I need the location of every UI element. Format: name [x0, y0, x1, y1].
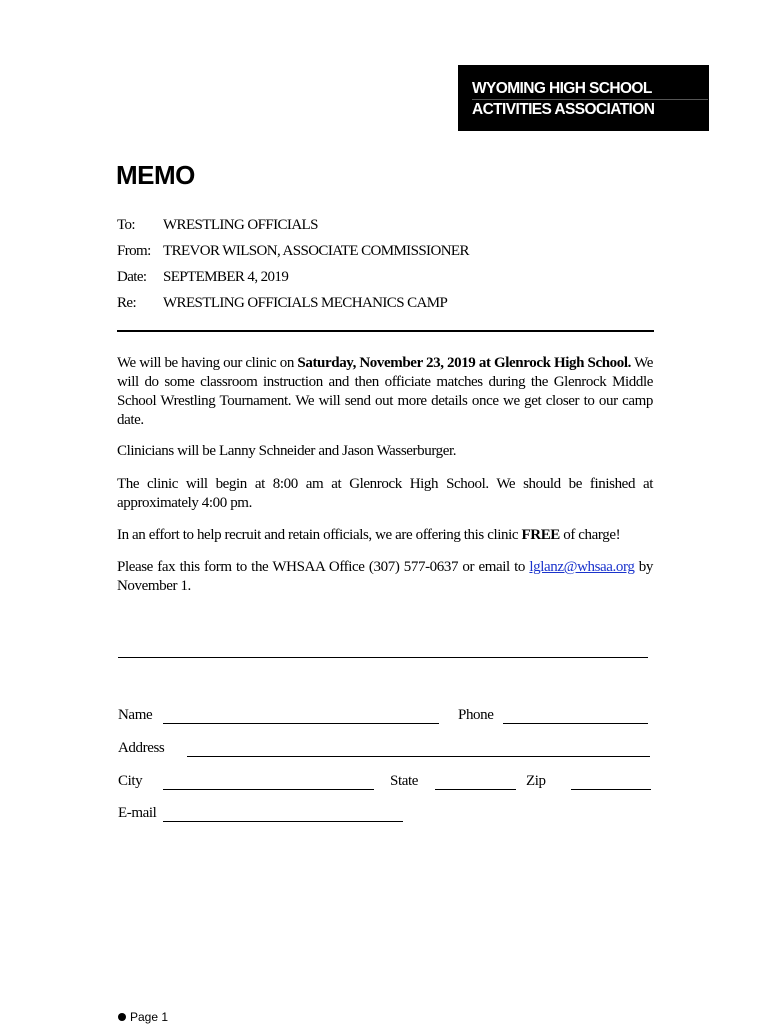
page-footer [118, 1010, 168, 1024]
p3-text: The clinic will begin at 8:00 am at Glenrock High School. We should be finished at approximately 4:00 pm. [117, 476, 653, 511]
address-input-line[interactable] [187, 756, 650, 757]
paragraph-clinicians: Clinicians will be Lanny Schneider and Jason Wasserburger. [117, 443, 457, 459]
form-divider [118, 657, 648, 658]
date-label: Date: [117, 269, 147, 285]
org-name-line1: WYOMING HIGH SCHOOL [472, 80, 652, 97]
address-label: Address [118, 740, 165, 756]
phone-label: Phone [458, 707, 494, 723]
organization-banner [458, 65, 709, 131]
to-label: To: [117, 217, 135, 233]
state-input-line[interactable] [435, 789, 516, 790]
name-input-line[interactable] [163, 723, 439, 724]
email-link[interactable]: lglanz@whsaa.org [529, 559, 635, 575]
page-number: Page 1 [130, 1010, 169, 1024]
free-emphasis: FREE [521, 527, 560, 543]
to-value: WRESTLING OFFICIALS [163, 217, 318, 233]
p4-text-end: of charge! [559, 527, 621, 543]
phone-input-line[interactable] [503, 723, 648, 724]
paragraph-schedule [117, 475, 653, 513]
org-name-line2: ACTIVITIES ASSOCIATION [472, 101, 655, 118]
zip-input-line[interactable] [571, 789, 651, 790]
p4-text-start: In an effort to help recruit and retain officials, we are offering this clinic [117, 527, 522, 543]
p5-text-start: Please fax this form to the WHSAA Office (307) 577-0637 or email to [117, 559, 530, 575]
p1-text-start: We will be having our clinic on [117, 355, 298, 371]
bullet-icon [118, 1013, 126, 1021]
state-label: State [390, 773, 418, 789]
email-label: E-mail [118, 805, 157, 821]
paragraph-clinic-details [117, 354, 653, 430]
p1-text-end: We will do some classroom instruction and then officiate matches during the Glenrock Middle School Wrestling Tournament. We will send out more details once we get closer to our camp date. [117, 355, 653, 428]
p5-text-end: by November 1. [117, 559, 653, 594]
name-label: Name [118, 707, 153, 723]
email-input-line[interactable] [163, 821, 403, 822]
zip-label: Zip [526, 773, 546, 789]
clinic-date-location: Saturday, November 23, 2019 at Glenrock High School. [297, 355, 631, 371]
date-value: SEPTEMBER 4, 2019 [163, 269, 289, 285]
memo-title: MEMO [116, 160, 195, 190]
city-input-line[interactable] [163, 789, 374, 790]
from-value: TREVOR WILSON, ASSOCIATE COMMISSIONER [163, 243, 469, 259]
city-label: City [118, 773, 143, 789]
header-divider [117, 330, 654, 332]
from-label: From: [117, 243, 151, 259]
re-label: Re: [117, 295, 137, 311]
re-value: WRESTLING OFFICIALS MECHANICS CAMP [163, 295, 448, 311]
paragraph-free-charge [117, 526, 653, 545]
paragraph-contact [117, 558, 653, 596]
